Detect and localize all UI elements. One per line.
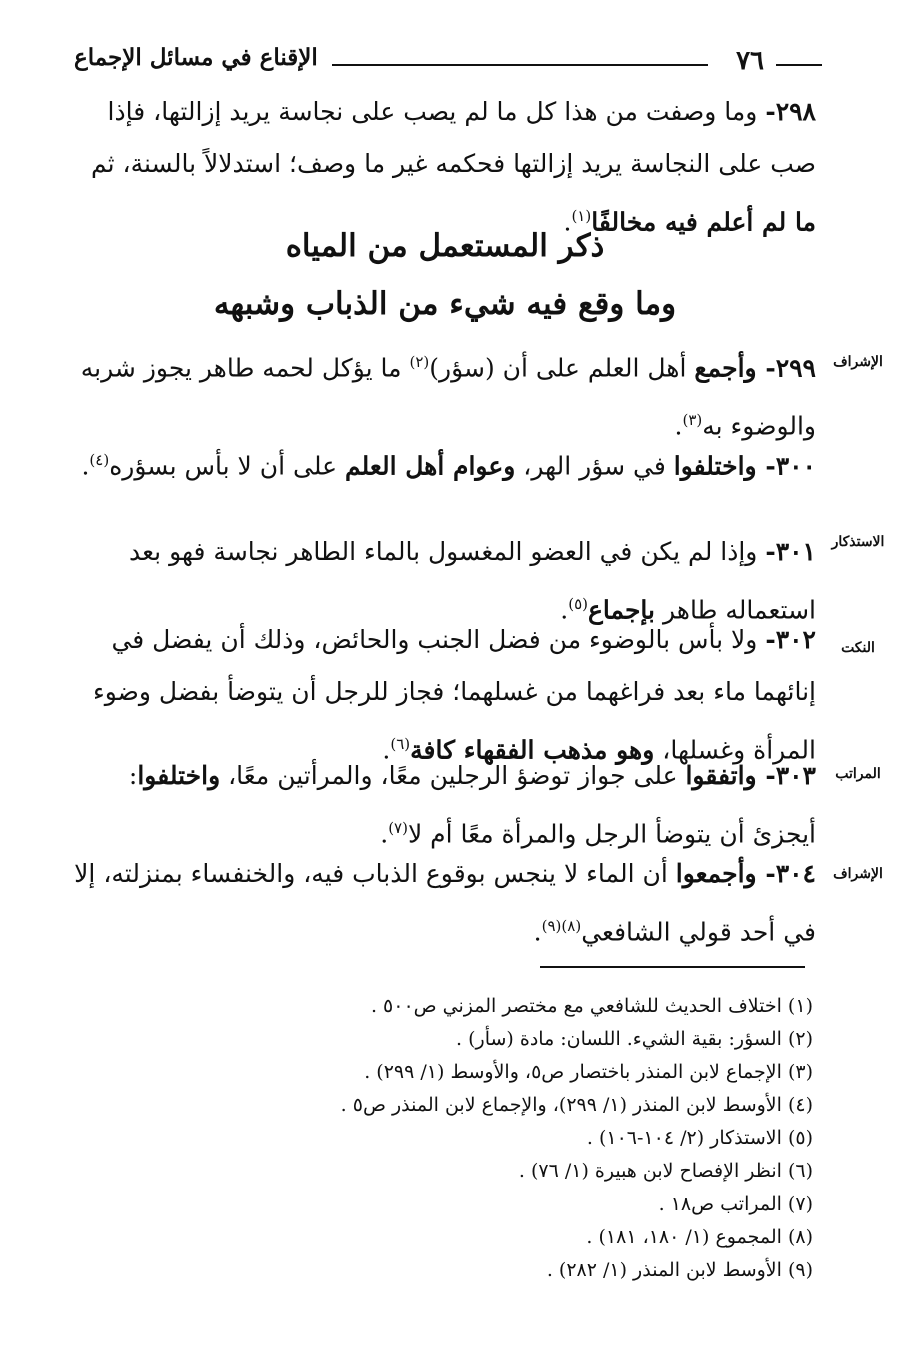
footnote-ref: (٢) — [409, 353, 430, 371]
paragraph-number: ٣٠٢- — [765, 625, 816, 654]
margin-source-303: المراتب — [835, 766, 881, 782]
running-header — [70, 38, 822, 78]
footnote-separator — [540, 966, 805, 968]
text-run: . — [563, 207, 572, 237]
margin-source-304: الإشراف — [833, 866, 883, 882]
footnote-4: (٤) الأوسط لابن المنذر (١/ ٢٩٩)، والإجماع لابن المنذر ص٥ . — [340, 1094, 813, 1116]
margin-source-301: الاستذكار — [831, 534, 885, 550]
section-heading-2: وما وقع فيه شيء من الذباب وشبهه — [213, 286, 677, 322]
text-run: وأجمعوا — [675, 859, 766, 888]
footnote-ref: (٣) — [682, 411, 703, 430]
text-run: وما وصفت من هذا كل ما لم يصب على نجاسة يريد إزالتها، فإذا صب على النجاسة يريد إزالتها فحكمه غير ما وصف؛ استدلالاً بالسنة، ثم — [90, 97, 816, 178]
section-heading-1: ذكر المستعمل من المياه — [285, 228, 605, 264]
text-run: . — [560, 595, 569, 625]
footnotes — [200, 990, 813, 1287]
text-run: في سؤر الهر، — [515, 451, 674, 481]
footnote-2: (٢) السؤر: بقية الشيء. اللسان: مادة (سأر) . — [456, 1028, 813, 1050]
footnote-ref: (٦) — [390, 735, 411, 753]
margin-source-302: النكت — [841, 640, 875, 656]
book-title: الإقناع في مسائل الإجماع — [74, 44, 318, 71]
text-run: وإذا لم يكن في العضو المغسول بالماء الطاهر نجاسة فهو بعد استعماله طاهر — [129, 537, 816, 625]
text-run: . — [380, 819, 389, 849]
paragraph-298 — [74, 86, 816, 248]
footnote-ref: (٤) — [89, 451, 110, 469]
paragraph-number: ٢٩٩- — [765, 353, 816, 383]
text-run: أن الماء لا ينجس بوقوع الذباب فيه، والخنفساء بمنزلته، إلا في أحد قولي الشافعي — [74, 859, 816, 947]
text-run: ما لم أعلم فيه مخالفًا — [591, 207, 816, 237]
header-rule — [332, 64, 708, 66]
text-run: . — [81, 451, 90, 481]
text-run: أهل العلم على أن (سؤر) — [429, 353, 695, 383]
footnote-ref: (٨)(٩) — [541, 917, 582, 935]
footnote-1: (١) اختلاف الحديث للشافعي مع مختصر المزني ص٥٠٠ . — [370, 995, 813, 1017]
text-run: على جواز توضؤ الرجلين معًا، والمرأتين معًا، — [220, 761, 686, 790]
footnote-9: (٩) الأوسط لابن المنذر (١/ ٢٨٢) . — [546, 1259, 813, 1281]
footnote-3: (٣) الإجماع لابن المنذر باختصار ص٥، والأوسط (١/ ٢٩٩) . — [364, 1061, 813, 1083]
footnote-ref: (٥) — [568, 595, 588, 613]
footnote-8: (٨) المجموع (١/ ١٨٠، ١٨١) . — [586, 1226, 813, 1248]
text-run: على أن لا بأس بسؤره — [109, 451, 345, 481]
text-run: . — [382, 735, 391, 765]
paragraph-number: ٢٩٨- — [765, 97, 816, 126]
margin-source-299: الإشراف — [833, 354, 883, 370]
text-run: ما يؤكل لحمه طاهر يجوز شربه والوضوء به — [80, 353, 816, 441]
footnote-7: (٧) المراتب ص١٨ . — [658, 1193, 813, 1215]
paragraph-number: ٣٠٠- — [765, 451, 816, 481]
text-run: بإجماع — [587, 595, 656, 625]
text-run: . — [533, 917, 542, 947]
text-run: . — [674, 411, 683, 441]
text-run: واختلفوا — [137, 761, 221, 790]
text-run: واختلفوا — [673, 451, 766, 481]
footnote-5: (٥) الاستذكار (٢/ ١٠٤-١٠٦) . — [586, 1127, 813, 1149]
paragraph-303 — [74, 750, 816, 860]
text-run: وعوام أهل العلم — [344, 451, 516, 481]
paragraph-number: ٣٠٤- — [765, 859, 816, 888]
text-run: : أيجزئ أن يتوضأ الرجل والمرأة معًا أم لا — [128, 761, 816, 849]
footnote-ref: (٧) — [388, 819, 408, 837]
footnote-ref: (١) — [571, 207, 592, 225]
text-run: ولا بأس بالوضوء من فضل الجنب والحائض، وذلك أن يفضل في إنائهما ماء بعد فراغهما من غسلهما؛ فجاز للرجل أن يتوضأ بفضل وضوء المرأة وغسلها، — [93, 625, 816, 765]
paragraph-number: ٣٠٣- — [765, 761, 816, 790]
text-run: وأجمع — [694, 353, 766, 383]
header-rule-right — [776, 64, 822, 66]
text-run: واتفقوا — [685, 761, 766, 790]
paragraph-number: ٣٠١- — [765, 537, 816, 566]
paragraph-300 — [74, 434, 816, 492]
paragraph-304 — [74, 848, 816, 958]
text-run: وهو مذهب الفقهاء كافة — [410, 735, 655, 765]
page-number: ٧٦ — [736, 46, 764, 76]
footnote-6: (٦) انظر الإفصاح لابن هبيرة (١/ ٧٦) . — [518, 1160, 813, 1182]
